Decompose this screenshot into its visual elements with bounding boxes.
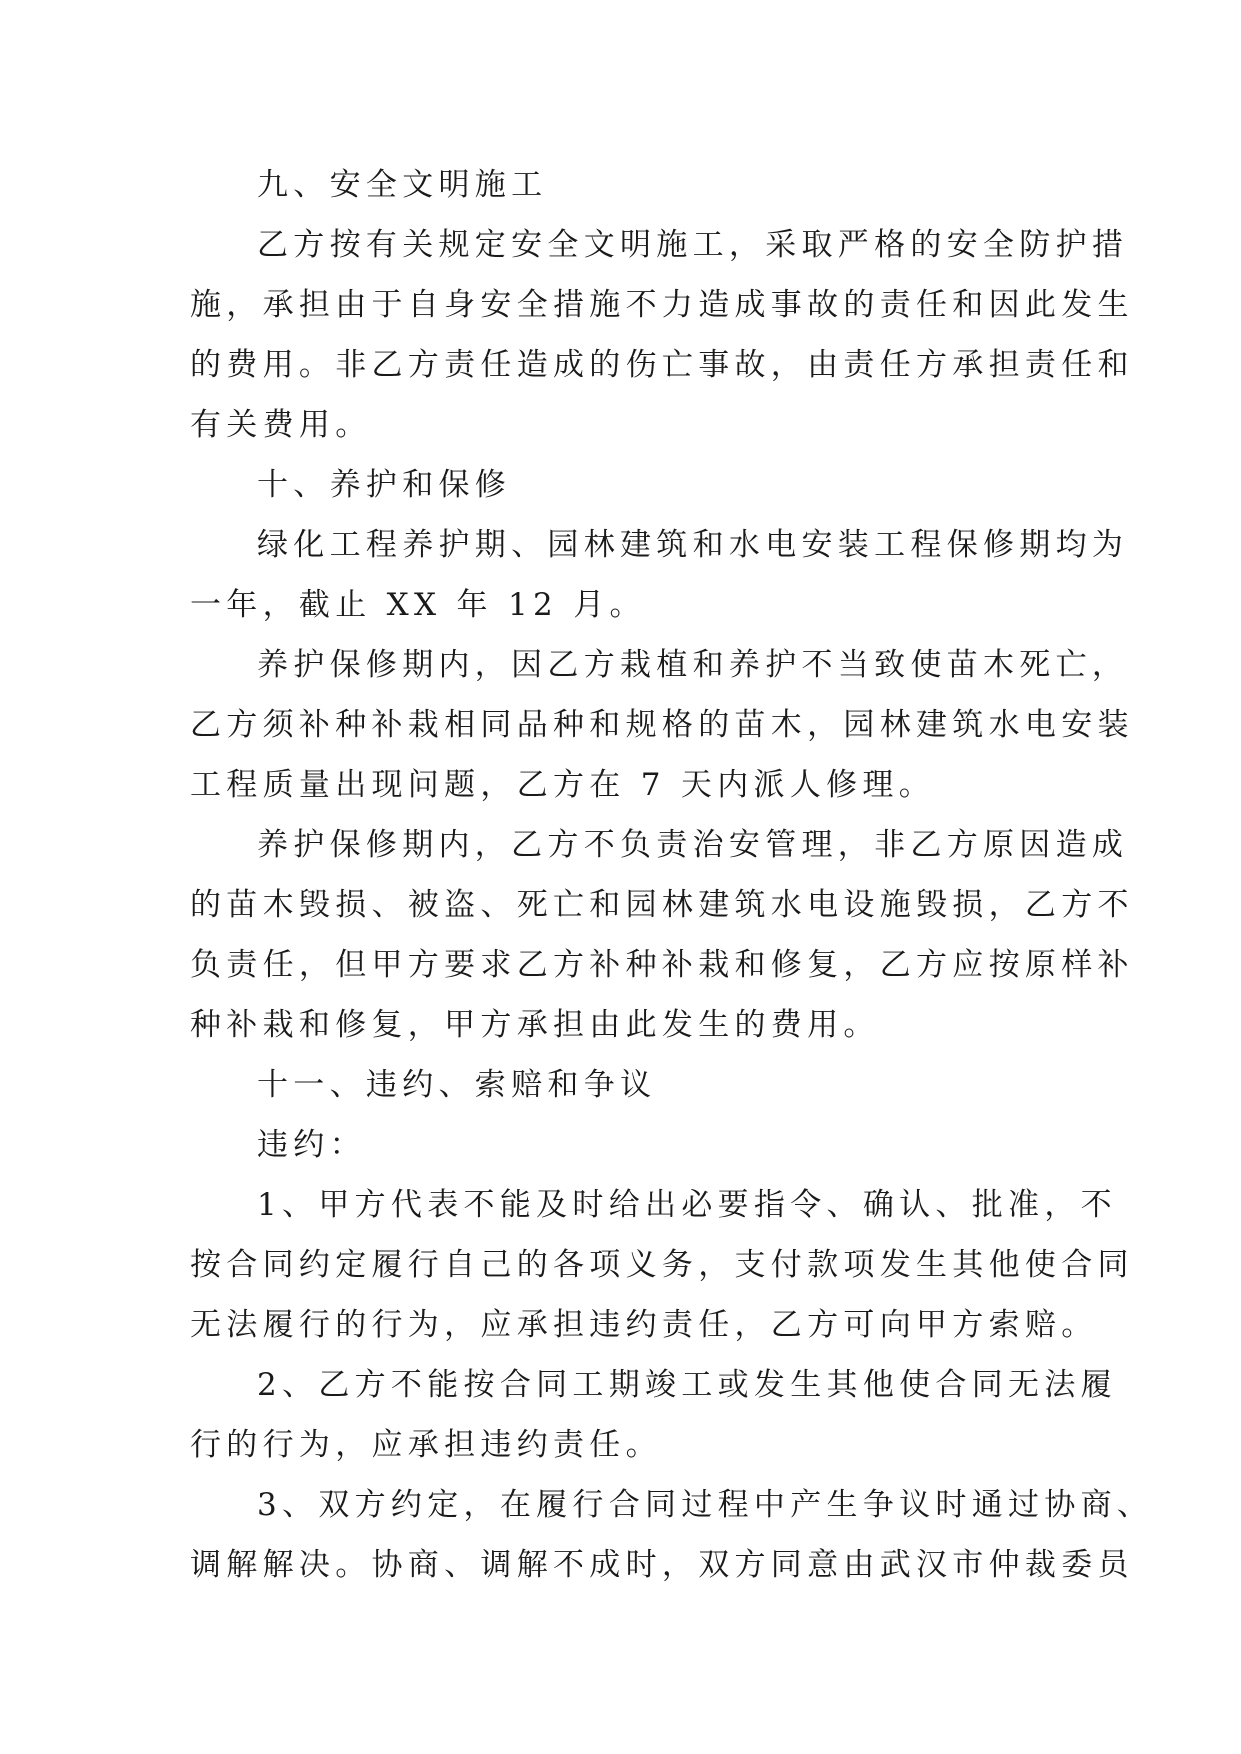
paragraph-line: 调解解决。协商、调解不成时，双方同意由武汉市仲裁委员: [190, 1547, 1134, 1583]
subheading-breach: 违约：: [257, 1127, 366, 1163]
paragraph-line: 养护保修期内，乙方不负责治安管理，非乙方原因造成: [257, 827, 1129, 863]
paragraph-line: 1、甲方代表不能及时给出必要指令、确认、批准，不: [257, 1187, 1117, 1223]
paragraph-line: 种补栽和修复，甲方承担由此发生的费用。: [190, 1007, 880, 1043]
paragraph-line: 的苗木毁损、被盗、死亡和园林建筑水电设施毁损，乙方不: [190, 887, 1134, 923]
paragraph-line: 乙方须补种补栽相同品种和规格的苗木，园林建筑水电安装: [190, 707, 1134, 743]
section-heading-9: 九、安全文明施工: [257, 167, 548, 203]
document-body: [190, 155, 1154, 1595]
section-heading-11: 十一、违约、索赔和争议: [257, 1067, 657, 1103]
paragraph-line: 一年，截止 XX 年 12 月。: [190, 587, 646, 623]
paragraph-line: 3、双方约定，在履行合同过程中产生争议时通过协商、: [257, 1487, 1154, 1523]
paragraph-line: 乙方按有关规定安全文明施工，采取严格的安全防护措: [257, 227, 1129, 263]
section-heading-10: 十、养护和保修: [257, 467, 512, 503]
paragraph-line: 养护保修期内，因乙方栽植和养护不当致使苗木死亡，: [257, 647, 1129, 683]
paragraph-line: 按合同约定履行自己的各项义务，支付款项发生其他使合同: [190, 1247, 1134, 1283]
paragraph-line: 施，承担由于自身安全措施不力造成事故的责任和因此发生: [190, 287, 1134, 323]
paragraph-line: 负责任，但甲方要求乙方补种补栽和修复，乙方应按原样补: [190, 947, 1134, 983]
paragraph-line: 工程质量出现问题，乙方在 7 天内派人修理。: [190, 767, 936, 803]
paragraph-line: 无法履行的行为，应承担违约责任，乙方可向甲方索赔。: [190, 1307, 1098, 1343]
paragraph-line: 绿化工程养护期、园林建筑和水电安装工程保修期均为: [257, 527, 1129, 563]
paragraph-line: 的费用。非乙方责任造成的伤亡事故，由责任方承担责任和: [190, 347, 1134, 383]
paragraph-line: 2、乙方不能按合同工期竣工或发生其他使合同无法履: [257, 1367, 1117, 1403]
paragraph-line: 行的行为，应承担违约责任。: [190, 1427, 662, 1463]
paragraph-line: 有关费用。: [190, 407, 372, 443]
